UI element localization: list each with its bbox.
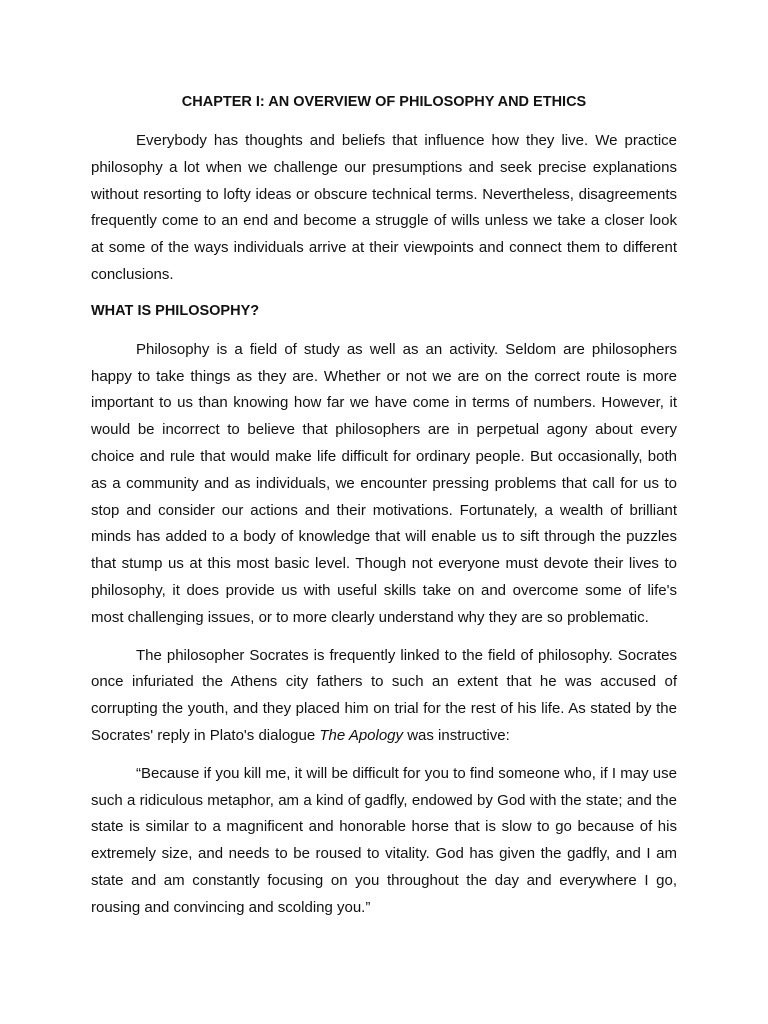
intro-paragraph: Everybody has thoughts and beliefs that influence how they live. We practice philosophy a lot when we challenge our presumptions and seek precise explanations without resorting to lofty ideas or obscure technical terms. Nevertheless, disagreements frequently come to an end and become a struggle of wills unless we take a closer look at some of the ways individuals arrive at their viewpoints and connect them to different conclusions. <box>91 132 677 283</box>
paragraph-philosophy-definition: Philosophy is a field of study as well as an activity. Seldom are philosophers happy to take things as they are. Whether or not we are on the correct route is more important to us than knowing how far we have come in terms of numbers. However, it would be incorrect to believe that philosophers are in perpetual agony about every choice and rule that would make life difficult for ordinary people. But occasionally, both as a community and as individuals, we encounter pressing problems that call for us to stop and consider our actions and their motivations. Fortunately, a wealth of brilliant minds has added to a body of knowledge that will enable us to sift through the puzzles that stump us at this most basic level. Though not everyone must devote their lives to philosophy, it does provide us with useful skills take on and overcome some of life's most challenging issues, or to more clearly understand why they are so problematic. <box>91 340 677 626</box>
paragraph-socrates-text: The philosopher Socrates is frequently linked to the field of philosophy. Socrates once infuriated the Athens city fathers to such an extent that he was accused of corrupting the youth, and they placed him on trial for the rest of his life. As stated by the Socrates' reply in Plato's dialogue <box>91 646 677 744</box>
book-title-the-apology: The Apology <box>319 726 404 744</box>
paragraph-socrates-ending: was instructive: <box>403 726 510 744</box>
paragraph-socrates <box>91 643 677 750</box>
document-body <box>91 91 677 933</box>
section-heading: WHAT IS PHILOSOPHY? <box>91 302 260 319</box>
socrates-quote: “Because if you kill me, it will be difficult for you to find someone who, if I may use such a ridiculous metaphor, am a kind of gadfly, endowed by God with the state; and the state is similar to a magnificent and honorable horse that is slow to go because of his extremely size, and needs to be roused to vitality. God has given the gadfly, and I am state and am constantly focusing on you throughout the day and everywhere I go, rousing and convincing and scolding you.” <box>91 764 677 916</box>
chapter-title: CHAPTER I: AN OVERVIEW OF PHILOSOPHY AND ETHICS <box>181 94 587 110</box>
